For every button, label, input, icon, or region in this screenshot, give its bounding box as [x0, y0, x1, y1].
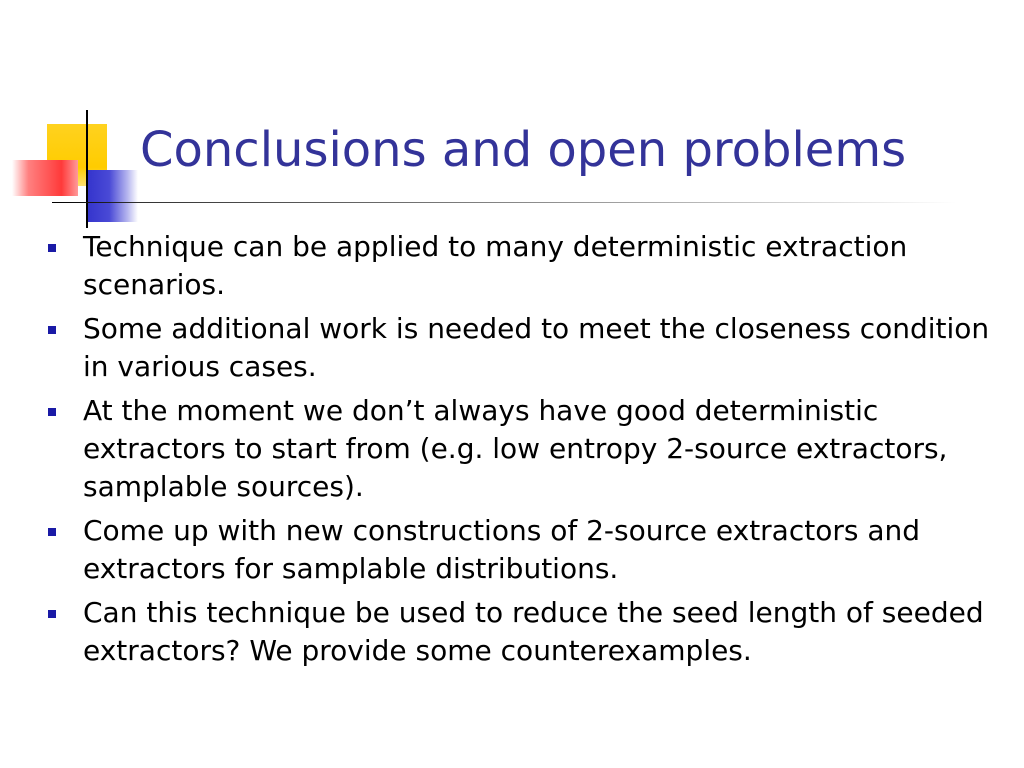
bullet-list	[42, 228, 992, 676]
bullet-item	[42, 512, 992, 588]
square-bullet-icon	[48, 408, 56, 416]
bullet-text: Some additional work is needed to meet the closeness condition in various cases.	[83, 312, 990, 383]
vertical-rule	[86, 110, 88, 228]
square-bullet-icon	[48, 528, 56, 536]
square-bullet-icon	[48, 326, 56, 334]
bullet-item	[42, 594, 992, 670]
bullet-item	[42, 228, 992, 304]
square-bullet-icon	[48, 610, 56, 618]
bullet-text: At the moment we don’t always have good deterministic extractors to start from (e.g. low entropy 2-source extractors, samplable sources).	[83, 394, 948, 503]
bullet-item	[42, 392, 992, 506]
bullet-text: Can this technique be used to reduce the seed length of seeded extractors? We provide some counterexamples.	[83, 596, 984, 667]
blue-square-decoration	[86, 170, 138, 222]
square-bullet-icon	[48, 244, 56, 252]
bullet-text: Technique can be applied to many deterministic extraction scenarios.	[83, 230, 908, 301]
red-bar-decoration	[12, 160, 78, 196]
bullet-text: Come up with new constructions of 2-source extractors and extractors for samplable distributions.	[83, 514, 921, 585]
bullet-item	[42, 310, 992, 386]
slide-title: Conclusions and open problems	[140, 122, 907, 178]
title-underline	[52, 202, 957, 203]
